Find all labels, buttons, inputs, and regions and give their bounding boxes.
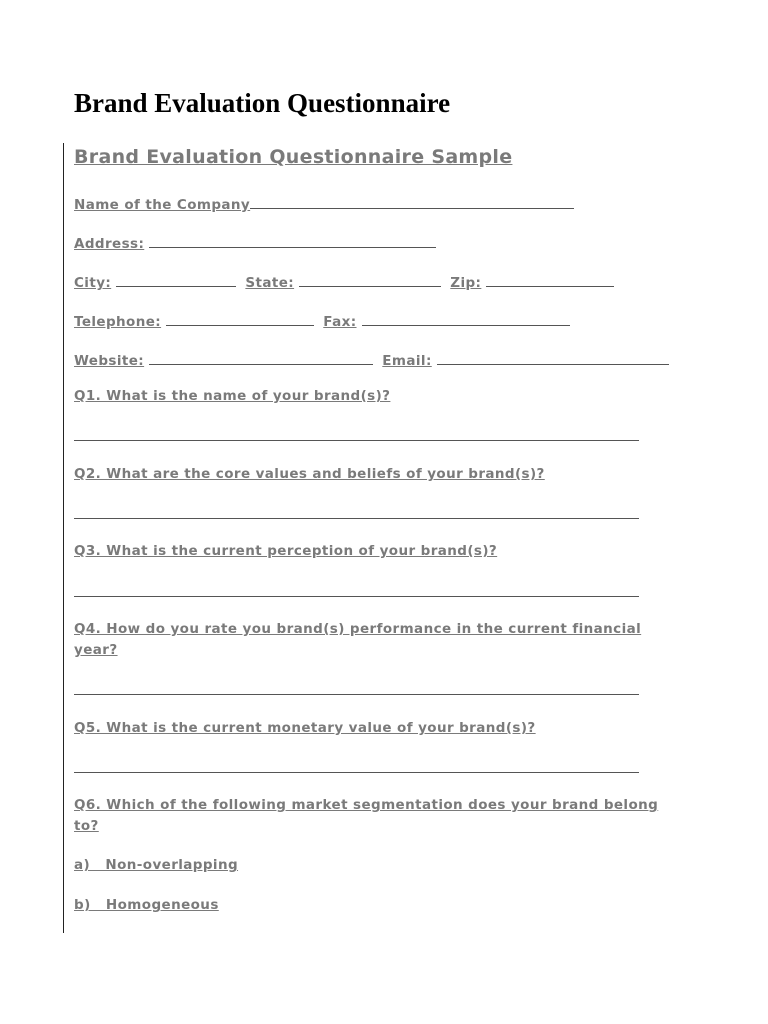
company-field	[74, 194, 578, 213]
city-blank[interactable]	[116, 285, 236, 287]
margin-rule	[63, 143, 64, 933]
answer-line-2[interactable]	[74, 518, 639, 519]
answer-line-4[interactable]	[74, 694, 639, 695]
address-blank[interactable]	[149, 246, 436, 248]
answer-line-1[interactable]	[74, 440, 639, 441]
fax-blank[interactable]	[362, 324, 570, 326]
telephone-label: Telephone:	[74, 314, 162, 330]
address-field	[74, 233, 440, 252]
sample-title: Brand Evaluation Questionnaire Sample	[74, 146, 513, 168]
fax-label: Fax:	[323, 314, 357, 330]
city-label: City:	[74, 275, 112, 291]
telephone-fax-row	[74, 311, 574, 330]
question-2: Q2. What are the core values and beliefs of your brand(s)?	[74, 466, 545, 482]
company-blank[interactable]	[250, 207, 574, 209]
option-a[interactable]: a) Non-overlapping	[74, 857, 239, 873]
zip-label: Zip:	[450, 275, 482, 291]
page-title: Brand Evaluation Questionnaire	[74, 88, 451, 118]
state-blank[interactable]	[299, 285, 441, 287]
zip-blank[interactable]	[486, 285, 614, 287]
website-label: Website:	[74, 353, 145, 369]
answer-line-3[interactable]	[74, 596, 639, 597]
email-blank[interactable]	[437, 363, 669, 365]
question-4: Q4. How do you rate you brand(s) performance in the current financial year?	[74, 621, 642, 658]
question-3: Q3. What is the current perception of your brand(s)?	[74, 543, 498, 559]
email-label: Email:	[382, 353, 432, 369]
question-5: Q5. What is the current monetary value of your brand(s)?	[74, 720, 536, 736]
website-email-row	[74, 350, 673, 369]
city-state-zip-row	[74, 272, 618, 291]
company-label: Name of the Company	[74, 197, 251, 213]
answer-line-5[interactable]	[74, 772, 639, 773]
address-label: Address:	[74, 236, 145, 252]
website-blank[interactable]	[149, 363, 373, 365]
question-6: Q6. Which of the following market segmentation does your brand belong to?	[74, 797, 659, 834]
option-b[interactable]: b) Homogeneous	[74, 897, 219, 913]
question-1: Q1. What is the name of your brand(s)?	[74, 388, 391, 404]
state-label: State:	[245, 275, 295, 291]
telephone-blank[interactable]	[166, 324, 314, 326]
